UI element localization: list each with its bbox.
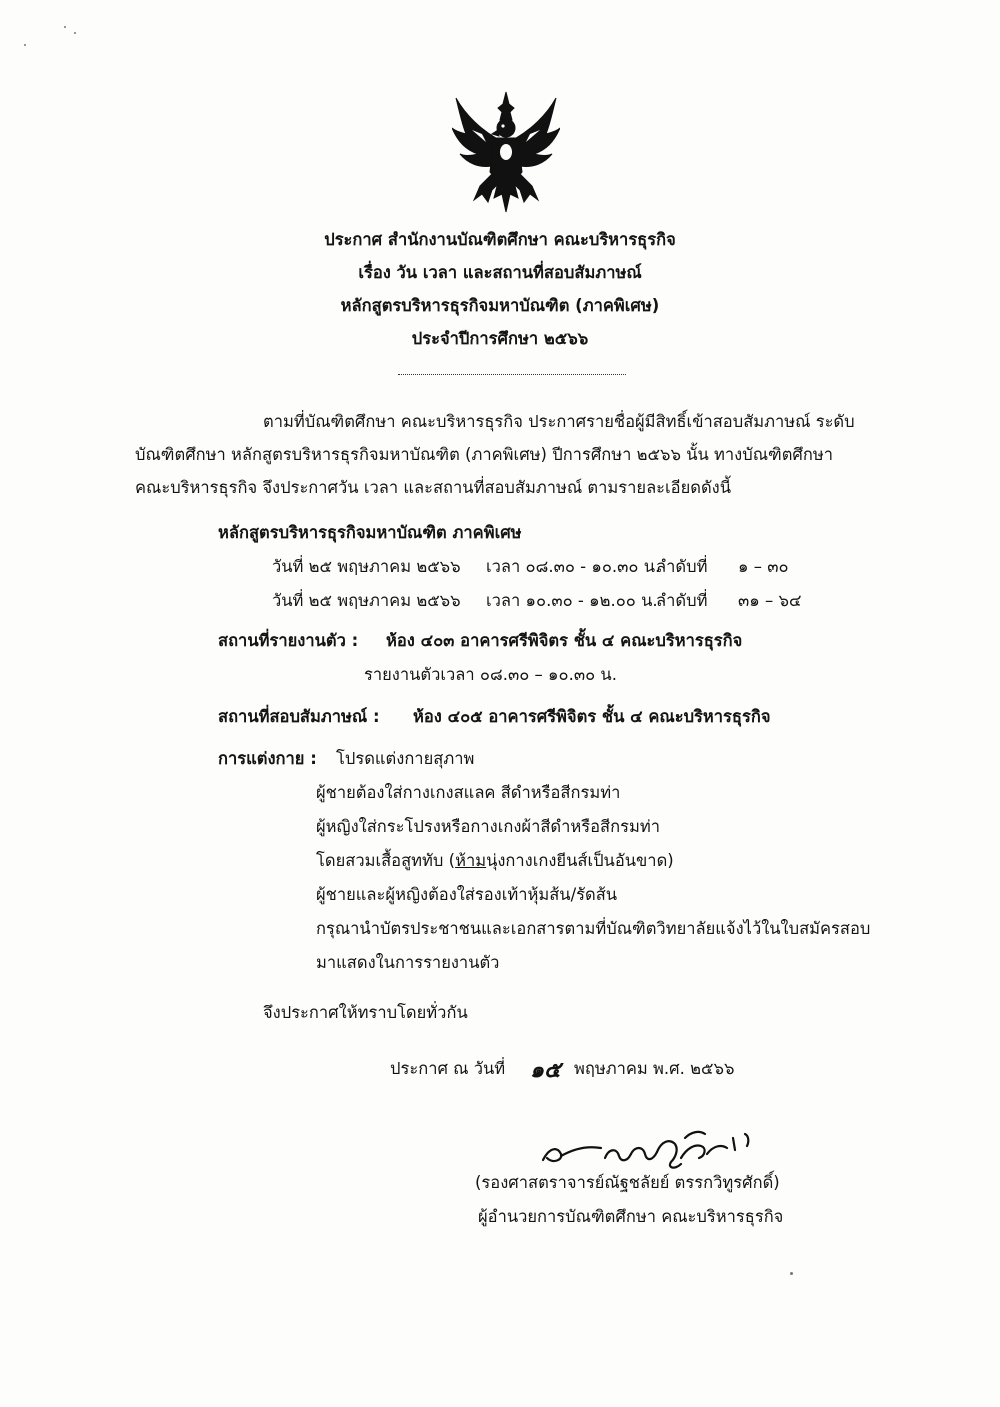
- scan-speck: [64, 26, 66, 28]
- program-title: หลักสูตรบริหารธุรกิจมหาบัณฑิต (ภาคพิเศษ): [340, 296, 660, 315]
- announcement-subject: เรื่อง วัน เวลา และสถานที่สอบสัมภาษณ์: [358, 263, 642, 282]
- dress-code-line: กรุณานำบัตรประชาชนและเอกสารตามที่บัณฑิตวิทยาลัยแจ้งไว้ในใบสมัครสอบ: [316, 919, 871, 938]
- dress-code-line: มาแสดงในการรายงานตัว: [316, 953, 500, 972]
- dress-code-line: ผู้หญิงใส่กระโปรงหรือกางเกงผ้าสีดำหรือสีกรมท่า: [316, 817, 660, 836]
- session-2-order: ๓๑ – ๖๔: [738, 591, 802, 610]
- scan-speck: [24, 44, 26, 46]
- dateline-prefix: ประกาศ ณ วันที่: [390, 1059, 506, 1078]
- handwritten-signature: [535, 1118, 775, 1178]
- suit-text-pre: โดยสวมเสื้อสูททับ (: [316, 851, 456, 870]
- suit-text-post: นุ่งกางเกงยีนส์เป็นอันขาด): [486, 851, 674, 870]
- session-1-time: เวลา ๐๘.๓๐ - ๑๐.๓๐ น.: [486, 557, 661, 576]
- session-2-order-label: ลำดับที่: [656, 591, 708, 610]
- dress-code-suit-line: [316, 850, 674, 872]
- handwritten-day: ๑๕: [530, 1057, 561, 1083]
- interview-location-label: สถานที่สอบสัมภาษณ์ :: [218, 707, 380, 726]
- scan-speck: [790, 1272, 793, 1275]
- report-time: รายงานตัวเวลา ๐๘.๓๐ – ๑๐.๓๐ น.: [364, 665, 617, 684]
- dress-code-label: การแต่งกาย :: [218, 749, 317, 768]
- divider: [398, 374, 626, 375]
- intro-line-1: ตามที่บัณฑิตศึกษา คณะบริหารธุรกิจ ประกาศรายชื่อผู้มีสิทธิ์เข้าสอบสัมภาษณ์ ระดับ: [263, 412, 855, 431]
- session-1-date: วันที่ ๒๕ พฤษภาคม ๒๕๖๖: [272, 557, 461, 576]
- report-location-label: สถานที่รายงานตัว :: [218, 631, 359, 650]
- dateline-suffix: พฤษภาคม พ.ศ. ๒๕๖๖: [574, 1059, 735, 1078]
- session-1-order-label: ลำดับที่: [656, 557, 708, 576]
- dress-code-intro: โปรดแต่งกายสุภาพ: [336, 749, 475, 768]
- session-1-order: ๑ – ๓๐: [738, 557, 789, 576]
- session-2-date: วันที่ ๒๕ พฤษภาคม ๒๕๖๖: [272, 591, 461, 610]
- schedule-heading: หลักสูตรบริหารธุรกิจมหาบัณฑิต ภาคพิเศษ: [218, 523, 522, 542]
- closing-statement: จึงประกาศให้ทราบโดยทั่วกัน: [263, 1003, 468, 1022]
- report-location: ห้อง ๔๐๓ อาคารศรีพิจิตร ชั้น ๔ คณะบริหารธุรกิจ: [386, 631, 743, 650]
- forbid-word: ห้าม: [455, 851, 487, 870]
- interview-location: ห้อง ๔๐๕ อาคารศรีพิจิตร ชั้น ๔ คณะบริหารธุรกิจ: [413, 707, 771, 726]
- dress-code-line: ผู้ชายและผู้หญิงต้องใส่รองเท้าหุ้มส้น/รัดส้น: [316, 885, 618, 904]
- signer-name: (รองศาสตราจารย์ณัฐชลัยย์ ตรรกวิทูรศักดิ์): [475, 1173, 780, 1192]
- announcement-title: ประกาศ สำนักงานบัณฑิตศึกษา คณะบริหารธุรกิจ: [324, 230, 676, 249]
- intro-line-2: บัณฑิตศึกษา หลักสูตรบริหารธุรกิจมหาบัณฑิต (ภาคพิเศษ) ปีการศึกษา ๒๕๖๖ นั้น ทางบัณฑิตศึกษา: [135, 445, 834, 464]
- signer-position: ผู้อำนวยการบัณฑิตศึกษา คณะบริหารธุรกิจ: [478, 1207, 784, 1226]
- scan-speck: [74, 32, 76, 34]
- academic-year: ประจำปีการศึกษา ๒๕๖๖: [411, 329, 589, 348]
- garuda-emblem-icon: [452, 90, 560, 214]
- intro-line-3: คณะบริหารธุรกิจ จึงประกาศวัน เวลา และสถานที่สอบสัมภาษณ์ ตามรายละเอียดดังนี้: [135, 478, 732, 497]
- session-2-time: เวลา ๑๐.๓๐ - ๑๒.๐๐ น.: [486, 591, 658, 610]
- dress-code-line: ผู้ชายต้องใส่กางเกงสแลค สีดำหรือสีกรมท่า: [316, 783, 621, 802]
